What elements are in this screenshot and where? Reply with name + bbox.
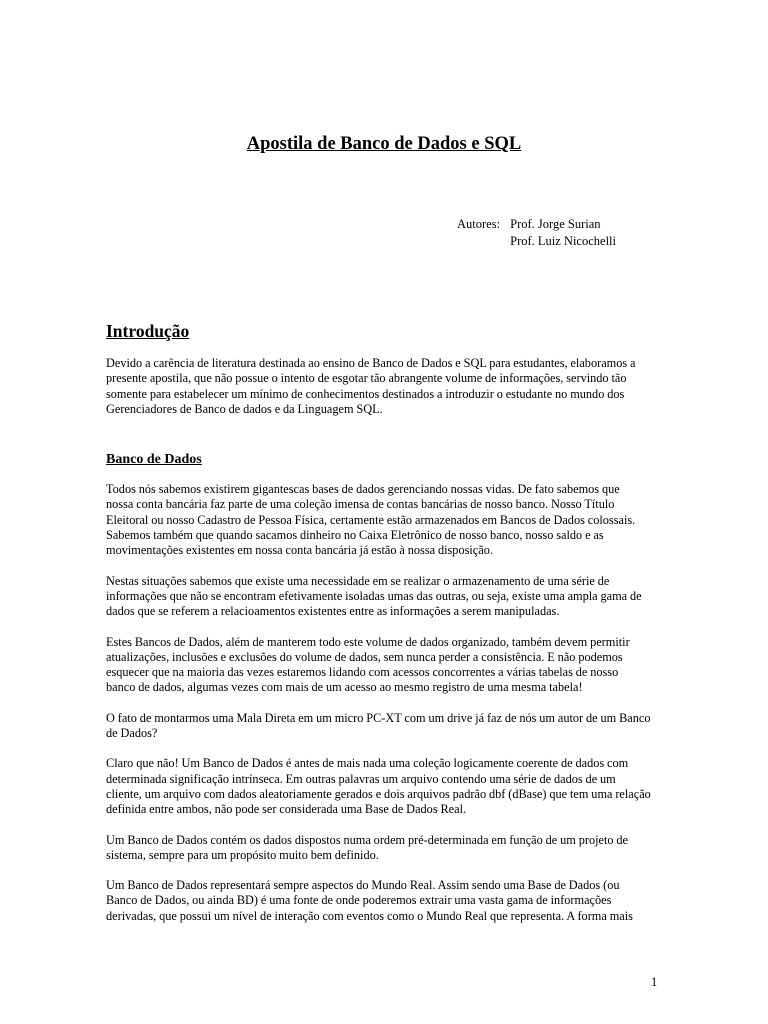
paragraph-line: somente para estabelecer um mínimo de conhecimentos destinados a introduzir o estudante no mundo dos: [106, 386, 625, 401]
paragraph-line: Nestas situações sabemos que existe uma necessidade em se realizar o armazenamento de uma série de: [106, 573, 610, 588]
paragraph: [106, 833, 666, 864]
paragraph-line: Claro que não! Um Banco de Dados é antes de mais nada uma coleção logicamente coerente de dados com: [106, 756, 629, 771]
section-heading-introducao: Introdução: [106, 321, 190, 341]
paragraph-line: Devido a carência de literatura destinada ao ensino de Banco de Dados e SQL para estudantes, elaboramos a: [106, 356, 636, 370]
paragraph-line: Gerenciadores de Banco de dados e da Linguagem SQL.: [106, 401, 383, 416]
paragraph-line: movimentações existentes em nossa conta bancária já estão à nossa disposição.: [106, 543, 493, 558]
page-number: 1: [651, 975, 658, 989]
paragraph-line: Banco de Dados, ou ainda BD) é uma fonte de onde poderemos extrair uma vasta gama de informações: [106, 893, 612, 908]
authors-label: Autores:: [457, 217, 501, 231]
paragraph-line: Estes Bancos de Dados, além de manterem todo este volume de dados organizado, também devem permitir: [106, 634, 630, 649]
paragraph-line: de Dados?: [106, 726, 158, 741]
paragraph-line: Eleitoral ou nosso Cadastro de Pessoa Física, certamente estão armazenados em Bancos de Dados colossais.: [106, 512, 636, 527]
paragraph-line: derivadas, que possui um nível de interação com eventos como o Mundo Real que representa. A forma mais: [106, 908, 633, 923]
paragraph: [106, 574, 666, 620]
document-title: Apostila de Banco de Dados e SQL: [246, 134, 522, 154]
paragraph: [106, 756, 666, 817]
paragraph-line: definida entre ambos, não pode ser considerada uma Base de Dados Real.: [106, 802, 467, 817]
paragraph: [106, 878, 666, 924]
paragraph: [106, 711, 666, 742]
paragraph-line: Todos nós sabemos existirem gigantescas bases de dados gerenciando nossas vidas. De fato sabemos que: [106, 482, 620, 497]
paragraph-line: esquecer que na maioria das vezes estaremos lidando com acessos concorrentes a várias tabelas de nosso: [106, 665, 619, 680]
paragraph: [106, 356, 666, 417]
paragraph: [106, 635, 666, 696]
paragraph-line: nossa conta bancária faz parte de uma coleção imensa de contas bancárias de nosso banco. Nosso Título: [106, 497, 615, 512]
paragraph-line: Um Banco de Dados representará sempre aspectos do Mundo Real. Assim sendo uma Base de Dados (ou: [106, 878, 620, 893]
paragraph-line: presente apostila, que não possue o intento de esgotar tão abrangente volume de informações, servindo tão: [106, 371, 627, 386]
paragraph-line: banco de dados, algumas vezes com mais de um acesso ao mesmo registro de uma mesma tabela!: [106, 680, 583, 695]
author-name: Prof. Luiz Nicochelli: [510, 234, 616, 248]
author-row-2: [457, 233, 616, 250]
paragraph-line: O fato de montarmos uma Mala Direta em um micro PC-XT com um drive já faz de nós um autor de um Banco: [106, 710, 651, 725]
paragraph-line: informações que não se encontram efetivamente isoladas umas das outras, ou seja, existe uma ampla gama de: [106, 588, 642, 603]
paragraph-line: cliente, um arquivo com dados aleatoriamente gerados e dois arquivos padrão dbf (dBase) que tem uma relação: [106, 786, 651, 801]
paragraph-line: sistema, sempre para um propósito muito bem definido.: [106, 847, 379, 862]
paragraph-line: Um Banco de Dados contém os dados dispostos numa ordem pré-determinada em função de um projeto de: [106, 832, 629, 847]
section-heading-banco-de-dados: Banco de Dados: [106, 452, 202, 468]
authors-block: [457, 216, 616, 250]
paragraph-line: Sabemos também que quando sacamos dinheiro no Caixa Eletrônico de nosso banco, nosso saldo e as: [106, 528, 604, 543]
document-body: [106, 319, 666, 939]
author-name: Prof. Jorge Surian: [510, 217, 601, 231]
paragraph: [106, 482, 666, 558]
paragraph-line: dados que se referem a relacioamentos existentes entre as informações a serem manipuladas.: [106, 604, 560, 619]
paragraph-line: determinada significação intrínseca. Em outras palavras um arquivo contendo uma série de dados de um: [106, 771, 616, 786]
author-row-1: [457, 216, 616, 233]
paragraph-line: atualizações, inclusões e exclusões do volume de dados, sem nunca perder a consistência. E não podemos: [106, 649, 623, 664]
